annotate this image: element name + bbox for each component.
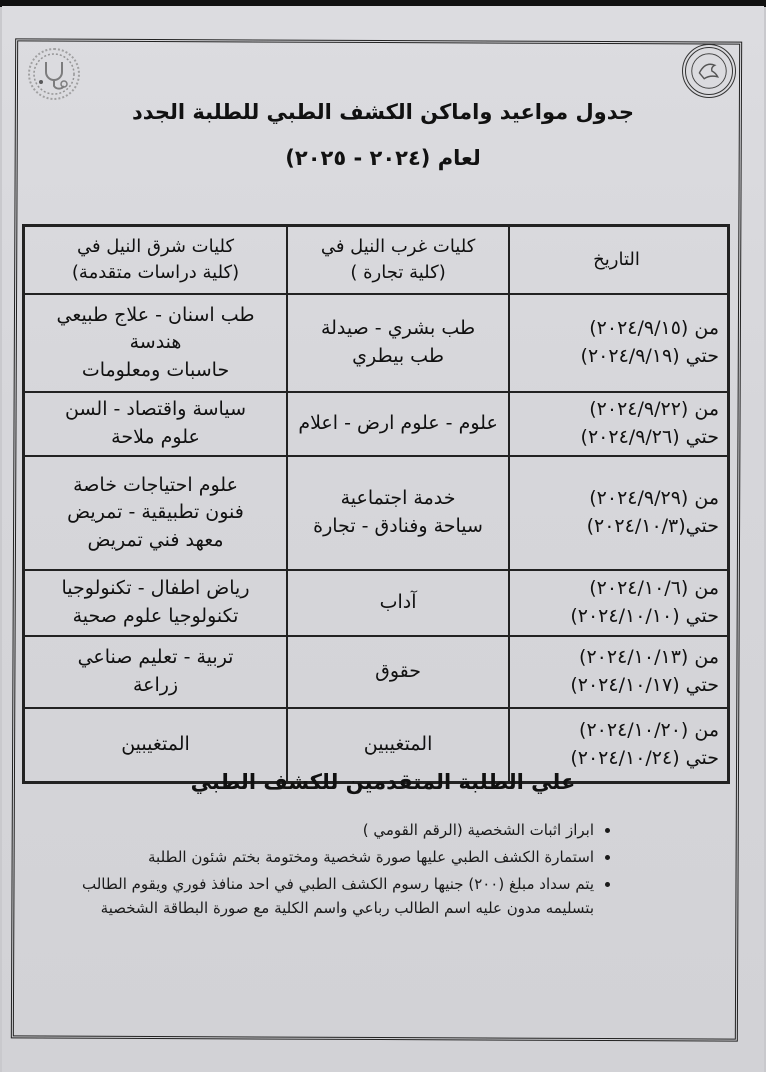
east-colleges-cell: تربية - تعليم صناعي زراعة [24,636,288,708]
date-range-cell: من (٢٠٢٤/١٠/٦) حتي (٢٠٢٤/١٠/١٠) [509,570,728,636]
medical-exam-schedule-table [22,224,730,784]
requirements-list [34,818,616,923]
table-row [24,392,729,456]
header-west-nile-colleges: كليات غرب النيل في (كلية تجارة ) [287,226,509,295]
table-row [24,456,729,570]
west-colleges-cell: المتغيبين [287,708,509,783]
table-header-row [24,226,729,295]
west-colleges-cell: خدمة اجتماعية سياحة وفنادق - تجارة [287,456,509,570]
header-date: التاريخ [509,226,728,295]
east-colleges-cell: رياض اطفال - تكنولوجيا تكنولوجيا علوم صحية [24,570,288,636]
west-colleges-cell: علوم - علوم ارض - اعلام [287,392,509,456]
table-row [24,294,729,392]
requirement-item: • يتم سداد مبلغ (٢٠٠) جنيها رسوم الكشف الطبي في احد منافذ فوري ويقوم الطالب بتسليمه مدون عليه اسم الطالب رباعي واسم الكلية مع صورة البطاقة الشخصية [34,872,594,920]
east-colleges-cell: سياسة واقتصاد - السن علوم ملاحة [24,392,288,456]
table-row [24,636,729,708]
west-colleges-cell: حقوق [287,636,509,708]
west-colleges-cell: طب بشري - صيدلة طب بيطري [287,294,509,392]
east-colleges-cell: طب اسنان - علاج طبيعي هندسة حاسبات ومعلومات [24,294,288,392]
east-colleges-cell: علوم احتياجات خاصة فنون تطبيقية - تمريض معهد فني تمريض [24,456,288,570]
date-range-cell: من (٢٠٢٤/١٠/١٣) حتي (٢٠٢٤/١٠/١٧) [509,636,728,708]
document-subtitle: لعام (٢٠٢٤ - ٢٠٢٥) [285,146,481,170]
requirement-item: • ابراز اثبات الشخصية (الرقم القومي ) [34,818,594,842]
header-east-nile-colleges: كليات شرق النيل في (كلية دراسات متقدمة) [24,226,288,295]
requirements-heading: علي الطلبة المتقدمين للكشف الطبي [190,770,576,794]
table-row [24,570,729,636]
document-title: جدول مواعيد واماكن الكشف الطبي للطلبة الجدد [131,100,635,124]
date-range-cell: من (٢٠٢٤/٩/٢٩) حتي(٢٠٢٤/١٠/٣) [509,456,728,570]
requirement-item: • استمارة الكشف الطبي عليها صورة شخصية ومختومة بختم شئون الطلبة [34,845,594,869]
west-colleges-cell: آداب [287,570,509,636]
medical-stethoscope-logo-icon [28,48,80,100]
east-colleges-cell: المتغيبين [24,708,288,783]
date-range-cell: من (٢٠٢٤/١٠/٢٠) حتي (٢٠٢٤/١٠/٢٤) [509,708,728,783]
date-range-cell: من (٢٠٢٤/٩/٢٢) حتي (٢٠٢٤/٩/٢٦) [509,392,728,456]
date-range-cell: من (٢٠٢٤/٩/١٥) حتي (٢٠٢٤/٩/١٩) [509,294,728,392]
university-seal-icon [682,44,736,98]
